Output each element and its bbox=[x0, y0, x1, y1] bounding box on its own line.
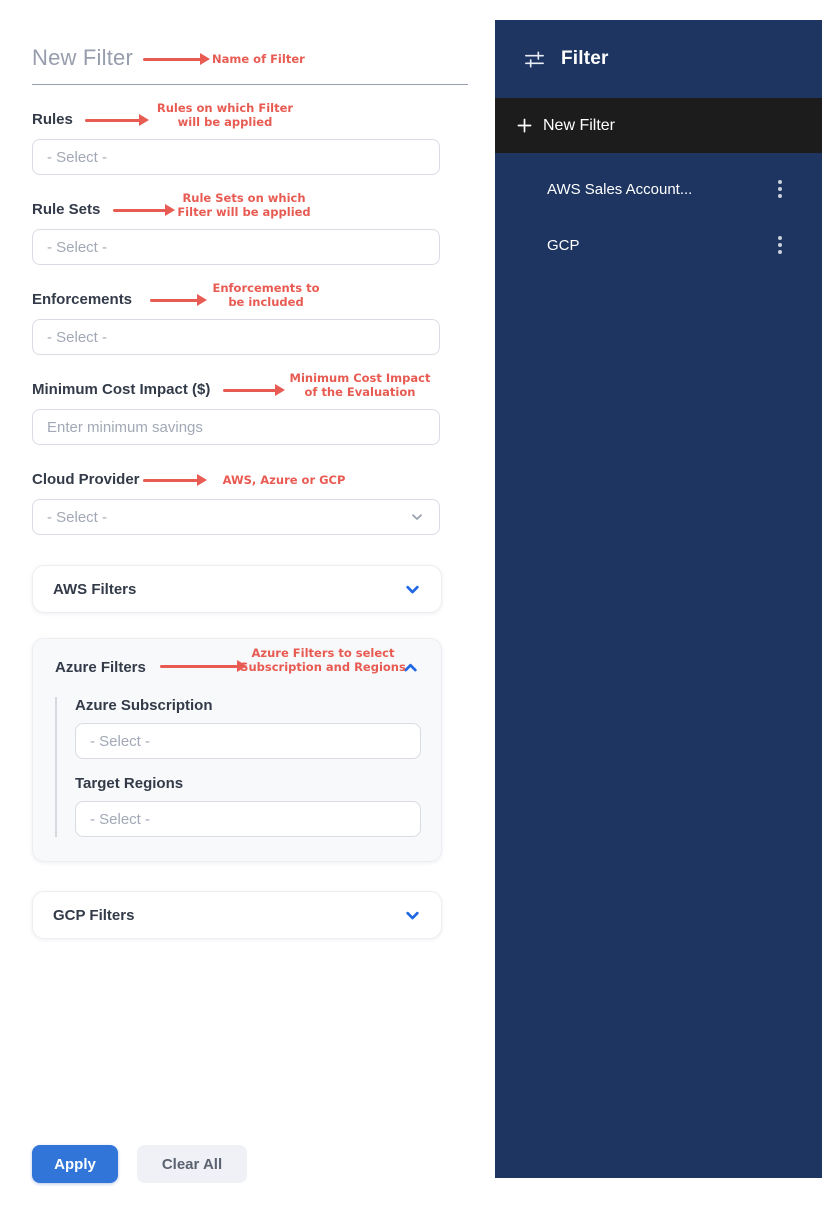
gcp-filters-panel bbox=[32, 891, 442, 939]
annotation-arrow-azure bbox=[160, 665, 238, 668]
new-filter-button[interactable] bbox=[495, 98, 822, 153]
annotation-arrow-title bbox=[143, 58, 201, 61]
chevron-down-icon bbox=[404, 581, 421, 598]
cloud-provider-select[interactable] bbox=[32, 499, 440, 535]
title-divider bbox=[32, 84, 468, 85]
rules-label: Rules bbox=[32, 111, 73, 128]
annotation-name-of-filter: Name of Filter bbox=[212, 52, 305, 66]
sidebar-title: Filter bbox=[561, 48, 609, 69]
field-rule-sets bbox=[32, 191, 468, 265]
filter-item-gcp[interactable] bbox=[495, 217, 822, 273]
azure-filters-header[interactable] bbox=[55, 639, 419, 695]
button-row bbox=[32, 1145, 468, 1183]
azure-filters-panel bbox=[32, 638, 442, 862]
sliders-icon bbox=[523, 48, 546, 71]
kebab-menu-icon[interactable] bbox=[774, 176, 786, 202]
azure-filters-body bbox=[55, 697, 419, 837]
chevron-down-icon bbox=[404, 907, 421, 924]
gcp-filters-header[interactable] bbox=[33, 892, 441, 938]
azure-filters-label: Azure Filters bbox=[55, 658, 146, 676]
target-regions-placeholder: - Select - bbox=[90, 810, 151, 828]
rule-sets-select[interactable] bbox=[32, 229, 440, 265]
target-regions-label: Target Regions bbox=[75, 775, 184, 792]
azure-subscription-placeholder: - Select - bbox=[90, 732, 151, 750]
annotation-azure: Azure Filters to select Subscription and Regions bbox=[240, 646, 406, 674]
filter-list bbox=[495, 161, 822, 273]
clear-all-button[interactable]: Clear All bbox=[137, 1145, 247, 1183]
cloud-provider-label: Cloud Provider bbox=[32, 471, 140, 488]
apply-button[interactable]: Apply bbox=[32, 1145, 118, 1183]
annotation-min-cost: Minimum Cost Impact of the Evaluation bbox=[289, 371, 431, 399]
sidebar-header bbox=[495, 20, 822, 98]
enforcements-label: Enforcements bbox=[32, 291, 133, 308]
annotation-rule-sets: Rule Sets on which Filter will be applied bbox=[177, 191, 311, 219]
field-cloud-provider bbox=[32, 471, 468, 535]
filter-item-label: AWS Sales Account... bbox=[547, 180, 693, 198]
aws-filters-panel bbox=[32, 565, 442, 613]
annotation-enforcements: Enforcements to be included bbox=[212, 281, 320, 309]
rules-select-placeholder: - Select - bbox=[47, 148, 108, 166]
page-title: New Filter bbox=[32, 45, 134, 70]
plus-icon bbox=[517, 118, 532, 133]
rules-select[interactable] bbox=[32, 139, 440, 175]
chevron-down-icon bbox=[409, 509, 425, 525]
filter-item-label: GCP bbox=[547, 236, 580, 254]
min-cost-input[interactable] bbox=[32, 409, 440, 445]
aws-filters-label: AWS Filters bbox=[53, 580, 137, 598]
gcp-filters-label: GCP Filters bbox=[53, 906, 135, 924]
field-min-cost-impact bbox=[32, 371, 468, 445]
azure-subscription-label: Azure Subscription bbox=[75, 697, 213, 714]
cloud-provider-placeholder: - Select - bbox=[47, 508, 108, 526]
field-enforcements bbox=[32, 281, 468, 355]
title-row bbox=[32, 45, 468, 73]
new-filter-label: New Filter bbox=[543, 116, 616, 134]
filter-form bbox=[32, 45, 468, 1183]
rule-sets-select-placeholder: - Select - bbox=[47, 238, 108, 256]
annotation-rules: Rules on which Filter will be applied bbox=[156, 101, 294, 129]
target-regions-select[interactable] bbox=[75, 801, 421, 837]
aws-filters-header[interactable] bbox=[33, 566, 441, 612]
enforcements-select[interactable] bbox=[32, 319, 440, 355]
min-cost-label: Minimum Cost Impact ($) bbox=[32, 381, 211, 398]
filter-sidebar bbox=[495, 20, 822, 1178]
field-rules bbox=[32, 101, 468, 175]
rule-sets-label: Rule Sets bbox=[32, 201, 101, 218]
filter-item-aws-sales-account[interactable] bbox=[495, 161, 822, 217]
azure-subscription-select[interactable] bbox=[75, 723, 421, 759]
kebab-menu-icon[interactable] bbox=[774, 232, 786, 258]
enforcements-select-placeholder: - Select - bbox=[47, 328, 108, 346]
annotation-cloud-provider: AWS, Azure or GCP bbox=[222, 473, 346, 487]
